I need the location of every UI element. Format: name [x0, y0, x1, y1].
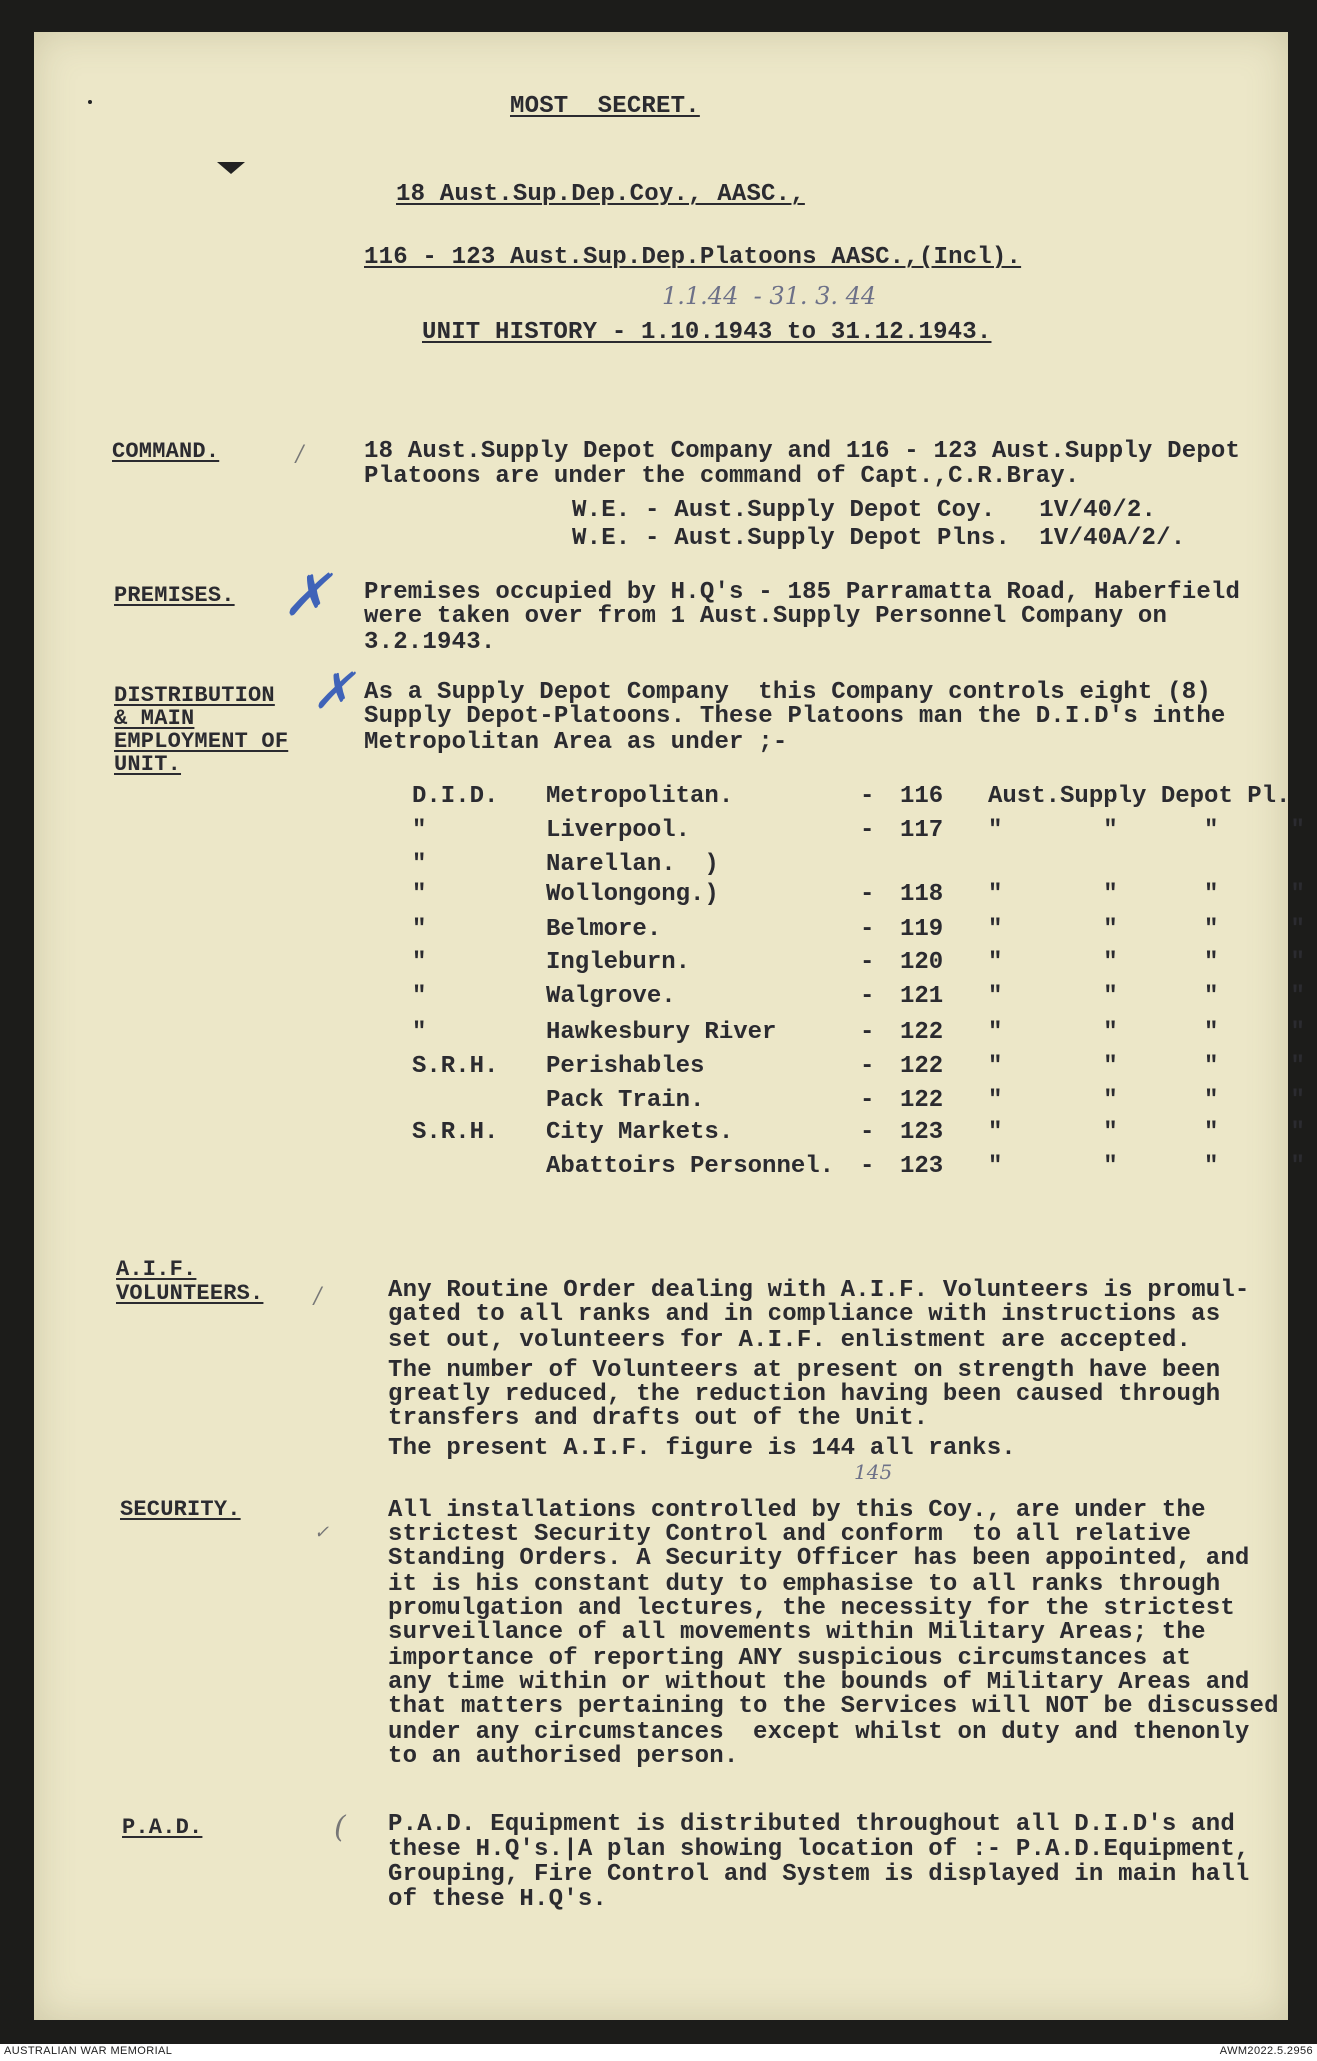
distribution-line-3: Metropolitan Area as under ;- — [364, 729, 788, 756]
did-cell-type: S.R.H. — [412, 1053, 499, 1080]
did-cell-dash: - — [860, 916, 875, 943]
did-cell-rest: " " " " — [988, 1053, 1305, 1080]
did-cell-place: Pack Train. — [546, 1087, 705, 1114]
security-line-4: it is his constant duty to emphasise to all ranks through — [388, 1571, 1221, 1598]
aif-line-2: gated to all ranks and in compliance with instructions as — [388, 1301, 1221, 1328]
did-cell-num: 123 — [900, 1119, 944, 1146]
did-cell-num: 121 — [900, 983, 944, 1010]
pad-line-1: P.A.D. Equipment is distributed throughout all D.I.D's and — [388, 1811, 1235, 1838]
did-cell-rest: " " " " — [988, 949, 1305, 976]
did-cell-type: S.R.H. — [412, 1119, 499, 1146]
security-label: SECURITY. — [120, 1497, 241, 1522]
command-line-2: Platoons are under the command of Capt.,C.R.Bray. — [364, 463, 1080, 490]
command-label: COMMAND. — [112, 439, 220, 464]
pad-line-3: Grouping, Fire Control and System is displayed in main hall — [388, 1861, 1250, 1888]
distribution-label-2: & MAIN — [114, 706, 195, 731]
did-cell-place: Belmore. — [546, 916, 662, 943]
did-cell-type: " — [412, 851, 427, 878]
classification: MOST SECRET. — [510, 93, 700, 120]
security-line-5: promulgation and lectures, the necessity for the strictest — [388, 1595, 1235, 1622]
command-line-1: 18 Aust.Supply Depot Company and 116 - 123 Aust.Supply Depot — [364, 438, 1241, 465]
aif-label-2: VOLUNTEERS. — [116, 1281, 264, 1306]
premises-line-2: were taken over from 1 Aust.Supply Personnel Company on — [364, 603, 1168, 630]
did-cell-type: " — [412, 949, 427, 976]
blue-cross-mark: ✗ — [282, 561, 331, 629]
handwritten-dates: 1.1.44 - 31. 3. 44 — [662, 282, 877, 310]
aif-line-4: The number of Volunteers at present on strength have been — [388, 1357, 1221, 1384]
did-cell-dash: - — [860, 881, 875, 908]
did-cell-dash: - — [860, 1019, 875, 1046]
did-cell-type: " — [412, 1019, 427, 1046]
distribution-label-1: DISTRIBUTION — [114, 683, 275, 708]
distribution-line-2: Supply Depot-Platoons. These Platoons man the D.I.D's inthe — [364, 703, 1226, 730]
did-cell-type: " — [412, 817, 427, 844]
did-cell-dash: - — [860, 1153, 875, 1180]
security-line-1: All installations controlled by this Coy., are under the — [388, 1497, 1206, 1524]
did-cell-place: Perishables — [546, 1053, 705, 1080]
did-cell-type: " — [412, 881, 427, 908]
did-cell-dash: - — [860, 1119, 875, 1146]
punch-dot — [88, 100, 92, 104]
did-cell-rest: Aust.Supply Depot Pl. — [988, 783, 1291, 810]
security-line-8: any time within or without the bounds of Military Areas and — [388, 1669, 1250, 1696]
did-cell-dash: - — [860, 783, 875, 810]
did-cell-rest: " " " " — [988, 1019, 1305, 1046]
pad-line-2: these H.Q's.|A plan showing location of :- P.A.D.Equipment, — [388, 1836, 1250, 1863]
did-cell-rest: " " " " — [988, 916, 1305, 943]
did-cell-rest: " " " " — [988, 983, 1305, 1010]
platoons-title: 116 - 123 Aust.Sup.Dep.Platoons AASC.,(Incl). — [364, 244, 1022, 271]
aif-line-3: set out, volunteers for A.I.F. enlistment are accepted. — [388, 1327, 1192, 1354]
pencil-tick: ✓ — [314, 1522, 330, 1543]
did-cell-dash: - — [860, 1053, 875, 1080]
did-cell-num: 123 — [900, 1153, 944, 1180]
did-cell-rest: " " " " — [988, 881, 1305, 908]
footer-accession: AWM2022.5.2956 — [1219, 2045, 1313, 2057]
did-cell-place: Ingleburn. — [546, 949, 691, 976]
did-cell-num: 118 — [900, 881, 944, 908]
security-line-10: under any circumstances except whilst on duty and thenonly — [388, 1719, 1250, 1746]
security-line-3: Standing Orders. A Security Officer has been appointed, and — [388, 1545, 1250, 1572]
page-marker-icon — [217, 162, 245, 174]
did-cell-num: 122 — [900, 1087, 944, 1114]
did-cell-rest: " " " " — [988, 1119, 1305, 1146]
did-cell-num: 120 — [900, 949, 944, 976]
did-cell-dash: - — [860, 949, 875, 976]
did-cell-rest: " " " " — [988, 1087, 1305, 1114]
did-cell-dash: - — [860, 817, 875, 844]
pencil-tick: / — [296, 442, 304, 467]
security-line-11: to an authorised person. — [388, 1743, 739, 1770]
aif-line-7: The present A.I.F. figure is 144 all ranks. — [388, 1435, 1016, 1462]
premises-label: PREMISES. — [114, 583, 235, 608]
security-line-6: surveillance of all movements within Military Areas; the — [388, 1619, 1206, 1646]
footer-bar — [0, 2044, 1317, 2061]
did-cell-place: Abattoirs Personnel. — [546, 1153, 835, 1180]
did-cell-num: 122 — [900, 1053, 944, 1080]
aif-label-1: A.I.F. — [116, 1257, 197, 1282]
pad-label: P.A.D. — [122, 1815, 203, 1840]
handwritten-figure: 145 — [854, 1460, 893, 1484]
did-cell-rest: " " " " — [988, 817, 1305, 844]
security-line-9: that matters pertaining to the Services will NOT be discussed — [388, 1693, 1279, 1720]
did-cell-place: Narellan. ) — [546, 851, 719, 878]
document-page — [34, 32, 1305, 2020]
did-cell-rest: " " " " — [988, 1153, 1305, 1180]
history-title: UNIT HISTORY - 1.10.1943 to 31.12.1943. — [422, 319, 992, 346]
we-line-1: W.E. - Aust.Supply Depot Coy. 1V/40/2. — [572, 497, 1157, 524]
did-cell-num: 117 — [900, 817, 944, 844]
blue-cross-mark: ✗ — [312, 662, 354, 720]
did-cell-dash: - — [860, 983, 875, 1010]
did-cell-type: " — [412, 916, 427, 943]
distribution-label-4: UNIT. — [114, 752, 182, 777]
did-cell-place: Wollongong.) — [546, 881, 719, 908]
did-cell-place: City Markets. — [546, 1119, 734, 1146]
security-line-7: importance of reporting ANY suspicious circumstances at — [388, 1645, 1192, 1672]
pad-line-4: of these H.Q's. — [388, 1886, 608, 1913]
did-cell-place: Metropolitan. — [546, 783, 734, 810]
did-cell-type: D.I.D. — [412, 783, 499, 810]
did-cell-place: Liverpool. — [546, 817, 691, 844]
aif-line-5: greatly reduced, the reduction having been caused through — [388, 1381, 1221, 1408]
pencil-tick: / — [314, 1284, 322, 1309]
aif-line-1: Any Routine Order dealing with A.I.F. Volunteers is promul- — [388, 1277, 1250, 1304]
footer-credit: AUSTRALIAN WAR MEMORIAL — [4, 2045, 173, 2057]
did-cell-num: 122 — [900, 1019, 944, 1046]
distribution-label-3: EMPLOYMENT OF — [114, 729, 289, 754]
did-cell-num: 119 — [900, 916, 944, 943]
premises-line-3: 3.2.1943. — [364, 629, 496, 656]
did-cell-place: Hawkesbury River — [546, 1019, 777, 1046]
did-cell-type: " — [412, 983, 427, 1010]
did-cell-num: 116 — [900, 783, 944, 810]
aif-line-6: transfers and drafts out of the Unit. — [388, 1405, 929, 1432]
we-line-2: W.E. - Aust.Supply Depot Plns. 1V/40A/2/. — [572, 525, 1186, 552]
security-line-2: strictest Security Control and conform to all relative — [388, 1521, 1192, 1548]
distribution-line-1: As a Supply Depot Company this Company controls eight (8) — [364, 679, 1211, 706]
did-cell-dash: - — [860, 1087, 875, 1114]
premises-line-1: Premises occupied by H.Q's - 185 Parramatta Road, Haberfield — [364, 579, 1241, 606]
unit-title: 18 Aust.Sup.Dep.Coy., AASC., — [396, 181, 805, 208]
did-cell-place: Walgrove. — [546, 983, 676, 1010]
pencil-bracket: ( — [334, 1810, 346, 1845]
